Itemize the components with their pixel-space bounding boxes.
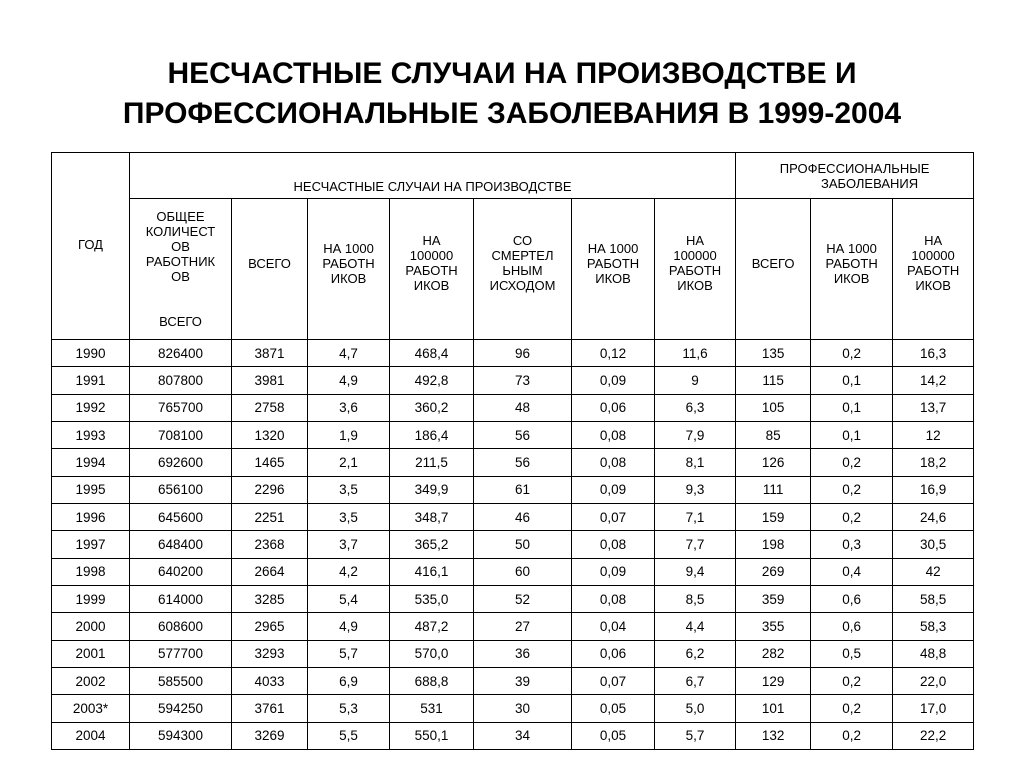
cell-acc-per-100000: 365,2 <box>390 531 474 558</box>
cell-prof-per-1000: 0,5 <box>811 640 893 667</box>
cell-prof-per-100000: 22,0 <box>893 668 974 695</box>
title-line-1: НЕСЧАСТНЫЕ СЛУЧАИ НА ПРОИЗВОДСТВЕ И <box>167 57 857 90</box>
cell-year: 2004 <box>52 722 130 749</box>
cell-total-workers: 594300 <box>130 722 232 749</box>
cell-prof-per-1000: 0,2 <box>811 695 893 722</box>
cell-prof-per-100000: 14,2 <box>893 367 974 394</box>
cell-prof-per-100000: 22,2 <box>893 722 974 749</box>
cell-prof-per-100000: 30,5 <box>893 531 974 558</box>
cell-fatal: 39 <box>474 668 572 695</box>
header-acc-total: ВСЕГО <box>232 199 308 340</box>
cell-acc-per-100000: 360,2 <box>390 394 474 421</box>
cell-prof-total: 85 <box>736 422 811 449</box>
cell-prof-per-100000: 42 <box>893 558 974 585</box>
table-row <box>52 476 974 503</box>
cell-year: 2001 <box>52 640 130 667</box>
table-row <box>52 695 974 722</box>
cell-acc-total: 3285 <box>232 586 308 613</box>
cell-prof-per-1000: 0,4 <box>811 558 893 585</box>
cell-fatal-per-1000: 0,08 <box>572 449 655 476</box>
cell-prof-total: 105 <box>736 394 811 421</box>
cell-acc-total: 2965 <box>232 613 308 640</box>
cell-year: 2002 <box>52 668 130 695</box>
cell-fatal: 27 <box>474 613 572 640</box>
cell-prof-per-1000: 0,2 <box>811 504 893 531</box>
header-year: ГОД <box>52 153 130 340</box>
cell-prof-per-1000: 0,2 <box>811 340 893 367</box>
cell-fatal: 34 <box>474 722 572 749</box>
table-row <box>52 422 974 449</box>
table-row <box>52 531 974 558</box>
cell-acc-per-100000: 416,1 <box>390 558 474 585</box>
cell-prof-total: 359 <box>736 586 811 613</box>
cell-prof-per-100000: 13,7 <box>893 394 974 421</box>
cell-total-workers: 645600 <box>130 504 232 531</box>
cell-fatal-per-100000: 9,4 <box>655 558 736 585</box>
cell-prof-total: 159 <box>736 504 811 531</box>
cell-prof-per-100000: 12 <box>893 422 974 449</box>
cell-prof-total: 111 <box>736 476 811 503</box>
cell-year: 1991 <box>52 367 130 394</box>
cell-year: 1992 <box>52 394 130 421</box>
cell-prof-total: 129 <box>736 668 811 695</box>
cell-year: 1990 <box>52 340 130 367</box>
cell-acc-per-100000: 349,9 <box>390 476 474 503</box>
cell-prof-per-100000: 24,6 <box>893 504 974 531</box>
cell-fatal-per-100000: 8,5 <box>655 586 736 613</box>
cell-acc-per-100000: 487,2 <box>390 613 474 640</box>
cell-fatal-per-100000: 9 <box>655 367 736 394</box>
header-fatal-per-100000: НА 100000 РАБОТН ИКОВ <box>655 199 736 340</box>
cell-fatal: 56 <box>474 449 572 476</box>
cell-acc-total: 3293 <box>232 640 308 667</box>
cell-total-workers: 594250 <box>130 695 232 722</box>
cell-acc-per-1000: 5,5 <box>308 722 390 749</box>
cell-prof-per-1000: 0,1 <box>811 394 893 421</box>
cell-total-workers: 692600 <box>130 449 232 476</box>
cell-acc-total: 3761 <box>232 695 308 722</box>
cell-total-workers: 708100 <box>130 422 232 449</box>
cell-prof-per-100000: 48,8 <box>893 640 974 667</box>
cell-total-workers: 640200 <box>130 558 232 585</box>
cell-year: 1994 <box>52 449 130 476</box>
cell-acc-total: 3269 <box>232 722 308 749</box>
page-title <box>0 54 1024 134</box>
table-row <box>52 613 974 640</box>
cell-fatal-per-100000: 7,1 <box>655 504 736 531</box>
cell-prof-per-100000: 16,9 <box>893 476 974 503</box>
cell-acc-per-1000: 2,1 <box>308 449 390 476</box>
cell-fatal-per-1000: 0,08 <box>572 531 655 558</box>
cell-total-workers: 614000 <box>130 586 232 613</box>
cell-prof-per-1000: 0,2 <box>811 449 893 476</box>
accidents-table <box>51 152 974 750</box>
cell-acc-total: 2368 <box>232 531 308 558</box>
cell-prof-total: 126 <box>736 449 811 476</box>
cell-prof-per-1000: 0,2 <box>811 476 893 503</box>
header-group-row <box>52 153 974 199</box>
cell-fatal-per-1000: 0,08 <box>572 422 655 449</box>
table-row <box>52 586 974 613</box>
cell-total-workers: 648400 <box>130 531 232 558</box>
header-prof-per-1000: НА 1000 РАБОТН ИКОВ <box>811 199 893 340</box>
header-prof-per-100000: НА 100000 РАБОТН ИКОВ <box>893 199 974 340</box>
cell-fatal-per-1000: 0,09 <box>572 558 655 585</box>
table-row <box>52 640 974 667</box>
cell-year: 1993 <box>52 422 130 449</box>
cell-acc-per-100000: 535,0 <box>390 586 474 613</box>
cell-prof-total: 135 <box>736 340 811 367</box>
cell-fatal-per-100000: 8,1 <box>655 449 736 476</box>
cell-acc-total: 1465 <box>232 449 308 476</box>
cell-fatal-per-1000: 0,04 <box>572 613 655 640</box>
cell-year: 1997 <box>52 531 130 558</box>
cell-fatal: 46 <box>474 504 572 531</box>
cell-fatal-per-1000: 0,07 <box>572 668 655 695</box>
table-row <box>52 558 974 585</box>
cell-acc-total: 2664 <box>232 558 308 585</box>
header-total-workers: ОБЩЕЕ КОЛИЧЕСТ ОВ РАБОТНИК ОВ ВСЕГО <box>130 199 232 340</box>
cell-fatal-per-1000: 0,05 <box>572 722 655 749</box>
table-row <box>52 367 974 394</box>
cell-fatal-per-100000: 5,7 <box>655 722 736 749</box>
cell-fatal-per-100000: 6,3 <box>655 394 736 421</box>
cell-prof-per-1000: 0,6 <box>811 613 893 640</box>
cell-fatal-per-100000: 11,6 <box>655 340 736 367</box>
cell-fatal: 73 <box>474 367 572 394</box>
cell-prof-per-100000: 16,3 <box>893 340 974 367</box>
cell-acc-per-1000: 3,7 <box>308 531 390 558</box>
cell-year: 2000 <box>52 613 130 640</box>
cell-year: 2003* <box>52 695 130 722</box>
table-row <box>52 449 974 476</box>
header-acc-per-1000: НА 1000 РАБОТН ИКОВ <box>308 199 390 340</box>
table-row <box>52 668 974 695</box>
cell-acc-per-100000: 570,0 <box>390 640 474 667</box>
cell-acc-per-1000: 4,9 <box>308 613 390 640</box>
cell-fatal-per-1000: 0,06 <box>572 640 655 667</box>
cell-acc-total: 2296 <box>232 476 308 503</box>
cell-fatal-per-100000: 4,4 <box>655 613 736 640</box>
cell-fatal-per-1000: 0,05 <box>572 695 655 722</box>
cell-acc-total: 1320 <box>232 422 308 449</box>
cell-fatal: 36 <box>474 640 572 667</box>
cell-total-workers: 585500 <box>130 668 232 695</box>
cell-acc-per-1000: 1,9 <box>308 422 390 449</box>
header-prof-group: ПРОФЕССИОНАЛЬНЫЕ ЗАБОЛЕВАНИЯ <box>736 153 974 199</box>
cell-prof-per-100000: 58,3 <box>893 613 974 640</box>
cell-acc-per-1000: 5,4 <box>308 586 390 613</box>
cell-prof-per-100000: 18,2 <box>893 449 974 476</box>
cell-acc-per-1000: 5,7 <box>308 640 390 667</box>
cell-fatal-per-1000: 0,06 <box>572 394 655 421</box>
cell-year: 1995 <box>52 476 130 503</box>
cell-acc-per-100000: 492,8 <box>390 367 474 394</box>
cell-acc-per-100000: 468,4 <box>390 340 474 367</box>
cell-acc-per-1000: 6,9 <box>308 668 390 695</box>
cell-fatal-per-100000: 7,7 <box>655 531 736 558</box>
cell-acc-per-1000: 3,5 <box>308 476 390 503</box>
cell-fatal: 52 <box>474 586 572 613</box>
header-prof-total: ВСЕГО <box>736 199 811 340</box>
cell-prof-per-1000: 0,1 <box>811 367 893 394</box>
header-columns-row <box>52 199 974 340</box>
cell-fatal-per-1000: 0,09 <box>572 367 655 394</box>
cell-prof-total: 101 <box>736 695 811 722</box>
cell-acc-total: 4033 <box>232 668 308 695</box>
cell-fatal-per-1000: 0,08 <box>572 586 655 613</box>
cell-total-workers: 577700 <box>130 640 232 667</box>
table-row <box>52 722 974 749</box>
cell-acc-per-100000: 348,7 <box>390 504 474 531</box>
table-row <box>52 394 974 421</box>
cell-fatal: 96 <box>474 340 572 367</box>
cell-acc-per-1000: 3,6 <box>308 394 390 421</box>
cell-acc-total: 3981 <box>232 367 308 394</box>
cell-prof-per-1000: 0,2 <box>811 668 893 695</box>
cell-prof-total: 269 <box>736 558 811 585</box>
cell-prof-total: 115 <box>736 367 811 394</box>
cell-fatal-per-100000: 5,0 <box>655 695 736 722</box>
cell-fatal-per-100000: 7,9 <box>655 422 736 449</box>
cell-total-workers: 765700 <box>130 394 232 421</box>
cell-acc-per-100000: 186,4 <box>390 422 474 449</box>
cell-year: 1996 <box>52 504 130 531</box>
cell-acc-per-1000: 3,5 <box>308 504 390 531</box>
cell-prof-per-1000: 0,1 <box>811 422 893 449</box>
cell-prof-per-1000: 0,6 <box>811 586 893 613</box>
cell-prof-per-100000: 58,5 <box>893 586 974 613</box>
cell-prof-total: 282 <box>736 640 811 667</box>
cell-prof-total: 132 <box>736 722 811 749</box>
cell-fatal-per-1000: 0,09 <box>572 476 655 503</box>
cell-fatal: 30 <box>474 695 572 722</box>
cell-acc-per-100000: 688,8 <box>390 668 474 695</box>
table-row <box>52 340 974 367</box>
cell-fatal: 48 <box>474 394 572 421</box>
cell-acc-per-100000: 531 <box>390 695 474 722</box>
cell-acc-per-1000: 4,7 <box>308 340 390 367</box>
cell-fatal-per-1000: 0,07 <box>572 504 655 531</box>
cell-prof-total: 355 <box>736 613 811 640</box>
cell-fatal: 56 <box>474 422 572 449</box>
header-fatal-per-1000: НА 1000 РАБОТН ИКОВ <box>572 199 655 340</box>
cell-total-workers: 826400 <box>130 340 232 367</box>
cell-fatal-per-100000: 6,7 <box>655 668 736 695</box>
cell-fatal: 50 <box>474 531 572 558</box>
cell-fatal: 60 <box>474 558 572 585</box>
header-fatal: СО СМЕРТЕЛ ЬНЫМ ИСХОДОМ <box>474 199 572 340</box>
cell-acc-per-1000: 4,9 <box>308 367 390 394</box>
cell-total-workers: 656100 <box>130 476 232 503</box>
cell-acc-per-100000: 211,5 <box>390 449 474 476</box>
cell-year: 1998 <box>52 558 130 585</box>
title-line-2: ПРОФЕССИОНАЛЬНЫЕ ЗАБОЛЕВАНИЯ В 1999-2004 <box>122 97 902 130</box>
cell-acc-per-1000: 5,3 <box>308 695 390 722</box>
header-acc-per-100000: НА 100000 РАБОТН ИКОВ <box>390 199 474 340</box>
cell-prof-per-1000: 0,3 <box>811 531 893 558</box>
cell-prof-total: 198 <box>736 531 811 558</box>
cell-fatal-per-100000: 6,2 <box>655 640 736 667</box>
cell-total-workers: 807800 <box>130 367 232 394</box>
cell-total-workers: 608600 <box>130 613 232 640</box>
cell-acc-total: 3871 <box>232 340 308 367</box>
cell-fatal-per-100000: 9,3 <box>655 476 736 503</box>
header-accidents-group: НЕСЧАСТНЫЕ СЛУЧАИ НА ПРОИЗВОДСТВЕ <box>130 153 736 199</box>
cell-prof-per-1000: 0,2 <box>811 722 893 749</box>
table-row <box>52 504 974 531</box>
cell-year: 1999 <box>52 586 130 613</box>
cell-prof-per-100000: 17,0 <box>893 695 974 722</box>
cell-acc-total: 2251 <box>232 504 308 531</box>
cell-fatal-per-1000: 0,12 <box>572 340 655 367</box>
cell-acc-per-100000: 550,1 <box>390 722 474 749</box>
cell-acc-total: 2758 <box>232 394 308 421</box>
cell-acc-per-1000: 4,2 <box>308 558 390 585</box>
cell-fatal: 61 <box>474 476 572 503</box>
